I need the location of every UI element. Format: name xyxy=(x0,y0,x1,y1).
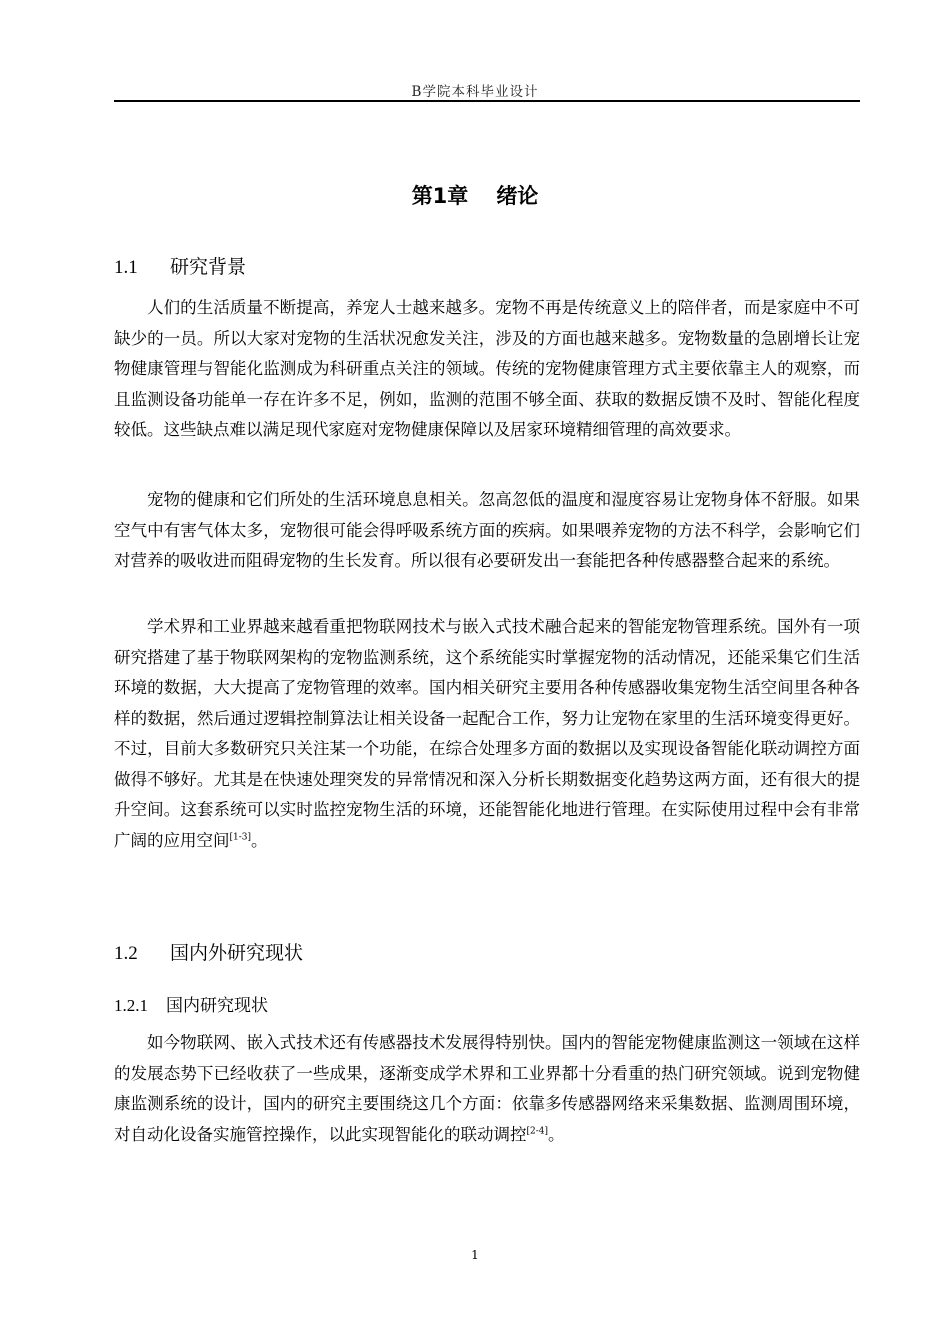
section-heading-1-2 xyxy=(114,938,303,965)
citation: [1-3] xyxy=(229,832,252,842)
citation: [2-4] xyxy=(526,1126,549,1136)
paragraph xyxy=(114,612,860,856)
paragraph xyxy=(114,1028,860,1150)
paragraph-text: 宠物的健康和它们所处的生活环境息息相关。忽高忽低的温度和湿度容易让宠物身体不舒服。如果空气中有害气体太多，宠物很可能会得呼吸系统方面的疾病。如果喂养宠物的方法不科学，会影响它们对营养的吸收进而阻碍宠物的生长发育。所以很有必要研发出一套能把各种传感器整合起来的系统。 xyxy=(114,490,860,570)
section-title: 国内外研究现状 xyxy=(170,942,304,964)
paragraph xyxy=(114,293,860,446)
subsection-heading-1-2-1 xyxy=(114,991,268,1016)
paragraph-text: 如今物联网、嵌入式技术还有传感器技术发展得特别快。国内的智能宠物健康监测这一领域在这样的发展态势下已经收获了一些成果，逐渐变成学术界和工业界都十分看重的热门研究领域。说到宠物健康监测系统的设计，国内的研究主要围绕这几个方面：依靠多传感器网络来采集数据、监测周围环境，对自动化设备实施管控操作，以此实现智能化的联动调控 xyxy=(114,1033,860,1144)
chapter-number: 第1章 xyxy=(411,184,469,208)
section-number: 1.1 xyxy=(114,257,138,278)
header-rule xyxy=(114,100,860,102)
chapter-name: 绪论 xyxy=(496,184,539,208)
section-heading-1-1 xyxy=(114,252,246,279)
page-number: 1 xyxy=(471,1248,479,1262)
paragraph-text: 人们的生活质量不断提高，养宠人士越来越多。宠物不再是传统意义上的陪伴者，而是家庭中不可缺少的一员。所以大家对宠物的生活状况愈发关注，涉及的方面也越来越多。宠物数量的急剧增长让宠物健康管理与智能化监测成为科研重点关注的领域。传统的宠物健康管理方式主要依靠主人的观察，而且监测设备功能单一存在许多不足，例如，监测的范围不够全面、获取的数据反馈不及时、智能化程度较低。这些缺点难以满足现代家庭对宠物健康保障以及居家环境精细管理的高效要求。 xyxy=(114,298,860,439)
paragraph-tail: 。 xyxy=(251,830,268,850)
subsection-title: 国内研究现状 xyxy=(166,996,268,1016)
paragraph xyxy=(114,485,860,577)
paragraph-tail: 。 xyxy=(548,1124,565,1144)
paragraph-text: 学术界和工业界越来越看重把物联网技术与嵌入式技术融合起来的智能宠物管理系统。国外有一项研究搭建了基于物联网架构的宠物监测系统，这个系统能实时掌握宠物的活动情况，还能采集它们生活环境的数据，大大提高了宠物管理的效率。国内相关研究主要用各种传感器收集宠物生活空间里各种各样的数据，然后通过逻辑控制算法让相关设备一起配合工作，努力让宠物在家里的生活环境变得更好。不过，目前大多数研究只关注某一个功能，在综合处理多方面的数据以及实现设备智能化联动调控方面做得不够好。尤其是在快速处理突发的异常情况和深入分析长期数据变化趋势这两方面，还有很大的提升空间。这套系统可以实时监控宠物生活的环境，还能智能化地进行管理。在实际使用过程中会有非常广阔的应用空间 xyxy=(114,617,860,850)
section-number: 1.2 xyxy=(114,943,138,964)
section-title: 研究背景 xyxy=(170,256,247,278)
running-header: B学院本科毕业设计 xyxy=(411,84,539,100)
chapter-title xyxy=(0,180,950,210)
subsection-number: 1.2.1 xyxy=(114,996,148,1015)
